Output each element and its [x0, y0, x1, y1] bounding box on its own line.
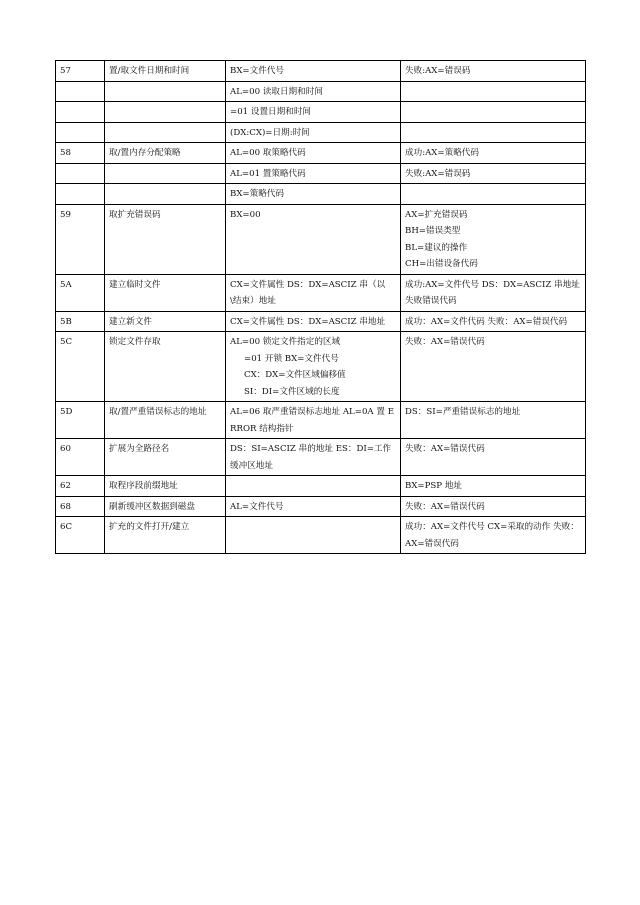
table-row — [56, 61, 586, 82]
output-cell — [401, 274, 586, 311]
table-row — [56, 184, 586, 205]
output-line: DS：SI=严重错误标志的地址 — [405, 407, 521, 417]
input-cell — [226, 439, 401, 476]
input-line: BX=文件代号 — [230, 66, 285, 76]
output-line: 成功:AX=文件代号 DS：DX=ASCIZ 串地址失败错误代码 — [405, 279, 580, 306]
output-cell — [401, 163, 586, 184]
function-number-cell: 5B — [56, 311, 105, 332]
table-row — [56, 496, 586, 517]
table-row — [56, 402, 586, 439]
output-cell — [401, 61, 586, 82]
output-line: CH=出错设备代码 — [405, 259, 478, 269]
table-body — [56, 61, 586, 554]
description-cell — [105, 102, 226, 123]
table-row — [56, 332, 586, 402]
output-cell — [401, 311, 586, 332]
function-number-cell — [56, 184, 105, 205]
output-line: 成功：AX=文件代号 CX=采取的动作 失败：AX=错误代码 — [405, 522, 579, 549]
input-line: AL=00 读取日期和时间 — [230, 86, 323, 97]
output-cell — [401, 143, 586, 164]
output-cell — [401, 332, 586, 402]
table-row — [56, 143, 586, 164]
output-line: 成功:AX=策略代码 — [405, 148, 479, 158]
output-line: 失败：AX=错误代码 — [405, 444, 485, 454]
input-cell — [226, 204, 401, 274]
function-number-cell: 60 — [56, 439, 105, 476]
dos-function-table — [55, 60, 586, 554]
description-cell — [105, 81, 226, 102]
output-cell — [401, 496, 586, 517]
input-cell — [226, 311, 401, 332]
input-line: (DX:CX)=日期:时间 — [230, 127, 310, 138]
input-line: CX=文件属性 DS：DX=ASCIZ 串地址 — [230, 316, 386, 327]
table-row — [56, 274, 586, 311]
output-cell — [401, 122, 586, 143]
table-row — [56, 102, 586, 123]
output-line: 失败:AX=错误码 — [405, 168, 471, 179]
input-line: AL=00 锁定文件指定的区域 — [230, 337, 341, 347]
output-cell — [401, 81, 586, 102]
input-cell — [226, 61, 401, 82]
function-number-cell: 5C — [56, 332, 105, 402]
input-cell — [226, 476, 401, 497]
function-number-cell: 62 — [56, 476, 105, 497]
description-cell: 建立临时文件 — [105, 274, 226, 311]
function-number-cell: 58 — [56, 143, 105, 164]
function-number-cell: 6C — [56, 517, 105, 554]
input-cell — [226, 517, 401, 554]
document-page — [55, 60, 585, 554]
description-cell — [105, 163, 226, 184]
input-line: SI：DI=文件区域的长度 — [244, 386, 340, 397]
output-line: 失败:AX=错误码 — [405, 66, 471, 76]
input-line: AL=文件代号 — [230, 501, 284, 512]
description-cell: 取扩充错误码 — [105, 204, 226, 274]
input-line: AL=00 取策略代码 — [230, 148, 306, 158]
function-number-cell: 68 — [56, 496, 105, 517]
table-row — [56, 439, 586, 476]
output-cell — [401, 439, 586, 476]
output-cell — [401, 204, 586, 274]
table-row — [56, 476, 586, 497]
output-line: 成功：AX=文件代码 失败：AX=错误代码 — [405, 316, 568, 327]
table-row — [56, 204, 586, 274]
output-cell — [401, 184, 586, 205]
description-cell: 取/置内存分配策略 — [105, 143, 226, 164]
output-line: BX=PSP 地址 — [405, 481, 463, 491]
function-number-cell: 5D — [56, 402, 105, 439]
input-cell — [226, 274, 401, 311]
description-cell: 取程序段前缀地址 — [105, 476, 226, 497]
input-line: AL=01 置策略代码 — [230, 168, 306, 179]
function-number-cell: 57 — [56, 61, 105, 82]
description-cell: 锁定文件存取 — [105, 332, 226, 402]
input-line: =01 设置日期和时间 — [230, 107, 312, 117]
function-number-cell — [56, 122, 105, 143]
output-line: 失败：AX=错误代码 — [405, 337, 485, 347]
input-line: AL=06 取严重错误标志地址 AL=0A 置 ERROR 结构指针 — [230, 407, 394, 434]
output-cell — [401, 402, 586, 439]
function-number-cell: 5A — [56, 274, 105, 311]
input-line: BX=策略代码 — [230, 189, 285, 199]
output-cell — [401, 476, 586, 497]
input-line: BX=00 — [230, 209, 261, 220]
description-cell: 建立新文件 — [105, 311, 226, 332]
description-cell: 扩展为全路径名 — [105, 439, 226, 476]
description-cell: 刷新缓冲区数据到磁盘 — [105, 496, 226, 517]
input-cell — [226, 496, 401, 517]
description-cell: 取/置严重错误标志的地址 — [105, 402, 226, 439]
input-line: CX=文件属性 DS：DX=ASCIZ 串（以\结束）地址 — [230, 279, 386, 306]
description-cell — [105, 122, 226, 143]
input-cell — [226, 81, 401, 102]
input-cell — [226, 122, 401, 143]
output-line: AX=扩充错误码 — [405, 209, 468, 220]
function-number-cell: 59 — [56, 204, 105, 274]
input-line: CX：DX=文件区域偏移值 — [244, 370, 346, 380]
output-cell — [401, 102, 586, 123]
input-cell — [226, 143, 401, 164]
input-line: DS：SI=ASCIZ 串的地址 ES：DI=工作缓冲区地址 — [230, 444, 392, 471]
input-cell — [226, 332, 401, 402]
description-cell: 置/取文件日期和时间 — [105, 61, 226, 82]
input-line: =01 开锁 BX=文件代号 — [244, 353, 339, 364]
function-number-cell — [56, 163, 105, 184]
output-line: BL=建议的操作 — [405, 242, 468, 253]
description-cell: 扩充的文件打开/建立 — [105, 517, 226, 554]
description-cell — [105, 184, 226, 205]
output-cell — [401, 517, 586, 554]
input-cell — [226, 163, 401, 184]
output-line: 失败：AX=错误代码 — [405, 501, 485, 512]
output-line: BH=错误类型 — [405, 226, 461, 236]
table-row — [56, 122, 586, 143]
input-cell — [226, 184, 401, 205]
input-cell — [226, 402, 401, 439]
table-row — [56, 81, 586, 102]
table-row — [56, 163, 586, 184]
table-row — [56, 517, 586, 554]
input-cell — [226, 102, 401, 123]
function-number-cell — [56, 102, 105, 123]
function-number-cell — [56, 81, 105, 102]
table-row — [56, 311, 586, 332]
